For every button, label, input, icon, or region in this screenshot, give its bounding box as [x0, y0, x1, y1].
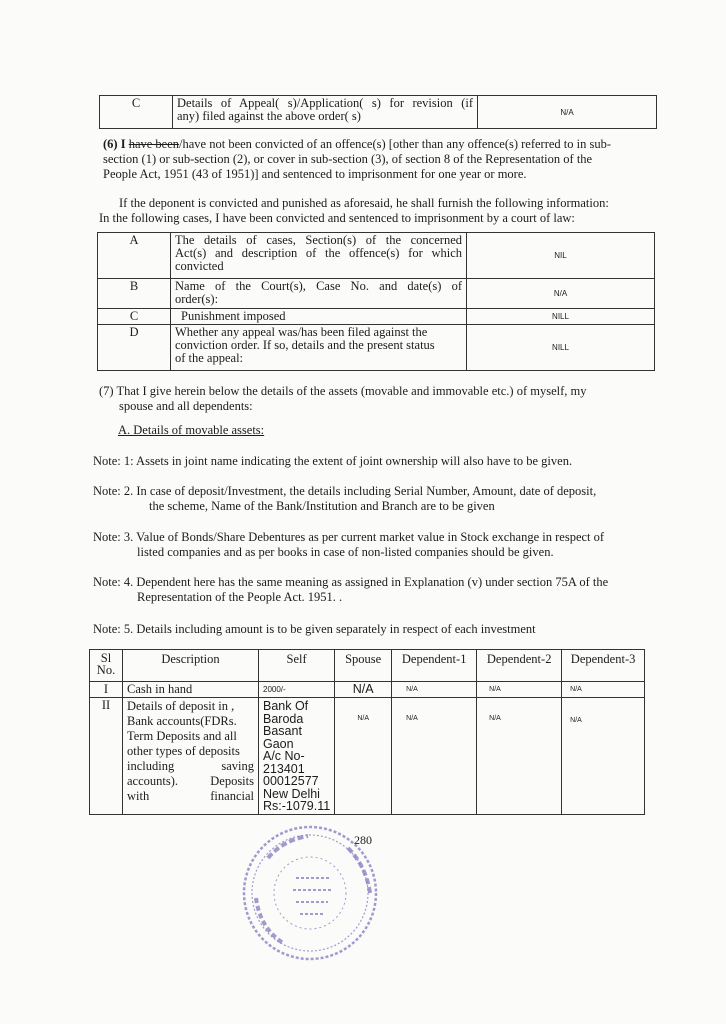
note-text: Representation of the People Act. 1951. .	[137, 590, 343, 604]
desc-line: with financial	[127, 789, 254, 803]
row-letter: B	[98, 279, 171, 309]
note-text: listed companies and as per books in case of non-listed companies should be given.	[137, 545, 554, 559]
note-1	[93, 454, 663, 469]
header-description: Description	[123, 650, 259, 682]
desc-line: conviction order. If so, details and the present status	[175, 338, 435, 352]
row-dependent-2: N/A	[477, 698, 562, 815]
note-text: Note: 3. Value of Bonds/Share Debentures as per current market value in Stock exchange in respect of	[93, 530, 605, 544]
row-dependent-2: N/A	[477, 682, 562, 698]
row-dependent-3: N/A	[562, 698, 645, 815]
row-description	[171, 325, 467, 371]
desc-line: any) filed against the above order( s)	[177, 109, 361, 123]
row-spouse: N/A	[335, 698, 392, 815]
desc-line: Bank accounts(FDRs.	[127, 714, 237, 728]
header-text: Sl	[100, 651, 112, 665]
note-5	[93, 622, 663, 637]
bank-line: Rs:-1079.11	[263, 799, 331, 813]
header-self: Self	[259, 650, 335, 682]
header-dependent-2: Dependent-2	[477, 650, 562, 682]
bank-line: Bank Of	[263, 699, 309, 713]
note-text: Note: 4. Dependent here has the same meaning as assigned in Explanation (v) under section 75A of the	[93, 575, 609, 589]
bank-line: A/c No-213401	[263, 749, 305, 776]
note-3	[93, 530, 663, 560]
header-sl	[90, 650, 123, 682]
row-spouse: N/A	[335, 682, 392, 698]
desc-line: other types of deposits	[127, 744, 240, 758]
para-number: (6) I	[103, 137, 129, 151]
row-letter: A	[98, 233, 171, 279]
header-spouse: Spouse	[335, 650, 392, 682]
conviction-intro	[99, 196, 659, 226]
note-4	[93, 575, 663, 605]
row-sl: II	[90, 698, 123, 815]
row-self	[259, 698, 335, 815]
intro-text: If the deponent is convicted and punished as aforesaid, he shall furnish the following information:	[119, 196, 609, 210]
page-number: 280	[354, 833, 372, 847]
row-value: N/A	[467, 279, 655, 309]
row-letter: C	[100, 96, 173, 129]
row-description	[171, 279, 467, 309]
bank-line: New Delhi	[263, 786, 320, 801]
row-letter: C	[98, 309, 171, 325]
row-sl: I	[90, 682, 123, 698]
note-2	[93, 484, 663, 514]
desc-line: Act(s) and description of the offence(s) for which	[175, 246, 462, 260]
row-description	[123, 698, 259, 815]
bank-line: Baroda	[263, 711, 304, 726]
desc-line: accounts). Deposits	[127, 774, 254, 788]
bank-line: Basant Gaon	[263, 724, 302, 751]
desc-line: Details of Appeal( s)/Application( s) for revision (if	[177, 96, 473, 110]
row-value: NILL	[467, 325, 655, 371]
row-value: N/A	[478, 96, 657, 129]
para-text: section (1) or sub-section (2), or cover in sub-section (3), of section 8 of the Representation of the	[103, 152, 593, 166]
appeal-table	[99, 95, 657, 129]
row-description	[171, 233, 467, 279]
bank-line: 00012577	[263, 774, 319, 788]
desc-line: Details of deposit in ,	[127, 699, 235, 713]
desc-line: order(s):	[175, 292, 219, 306]
intro-text: In the following cases, I have been convicted and sentenced to imprisonment by a court of law:	[99, 211, 575, 225]
desc-line: Name of the Court(s), Case No. and date(s) of	[175, 279, 462, 293]
row-letter: D	[98, 325, 171, 371]
conviction-table	[97, 232, 655, 371]
row-description: Punishment imposed	[171, 309, 467, 325]
desc-line: of the appeal:	[175, 351, 244, 365]
row-dependent-3: N/A	[562, 682, 645, 698]
note-text: the scheme, Name of the Bank/Institution and Branch are to be given	[149, 499, 495, 513]
row-self: 2000/-	[259, 682, 335, 698]
desc-line: Term Deposits and all	[127, 729, 237, 743]
row-description	[173, 96, 478, 129]
row-value: NIL	[467, 233, 655, 279]
header-dependent-1: Dependent-1	[392, 650, 477, 682]
row-description: Cash in hand	[123, 682, 259, 698]
para-text: /have not been convicted of an offence(s) [other than any offence(s) referred to in sub-	[179, 137, 612, 151]
section-a-heading: A. Details of movable assets:	[118, 423, 265, 437]
para-text: People Act, 1951 (43 of 1951)] and sentenced to imprisonment for one year or more.	[103, 167, 527, 181]
header-dependent-3: Dependent-3	[562, 650, 645, 682]
header-text: No.	[96, 663, 116, 677]
para-text: spouse and all dependents:	[119, 399, 253, 413]
desc-line: convicted	[175, 259, 224, 273]
desc-line: Whether any appeal was/has been filed against the	[175, 325, 428, 339]
note-text: Note: 2. In case of deposit/Investment, the details including Serial Number, Amount, date of deposit,	[93, 484, 597, 498]
note-text: Note: 5. Details including amount is to be given separately in respect of each investment	[93, 622, 536, 636]
desc-line: including saving	[127, 759, 254, 773]
movable-assets-table	[89, 649, 645, 815]
row-dependent-1: N/A	[392, 682, 477, 698]
desc-line: The details of cases, Section(s) of the concerned	[175, 233, 462, 247]
struck-text: have been	[128, 137, 180, 151]
para-text: (7) That I give herein below the details of the assets (movable and immovable etc.) of myself, my	[99, 384, 587, 398]
row-dependent-1: N/A	[392, 698, 477, 815]
paragraph-6	[103, 137, 648, 182]
paragraph-7	[99, 384, 659, 414]
row-value: NILL	[467, 309, 655, 325]
note-text: Note: 1: Assets in joint name indicating the extent of joint ownership will also have to be given.	[93, 454, 573, 468]
